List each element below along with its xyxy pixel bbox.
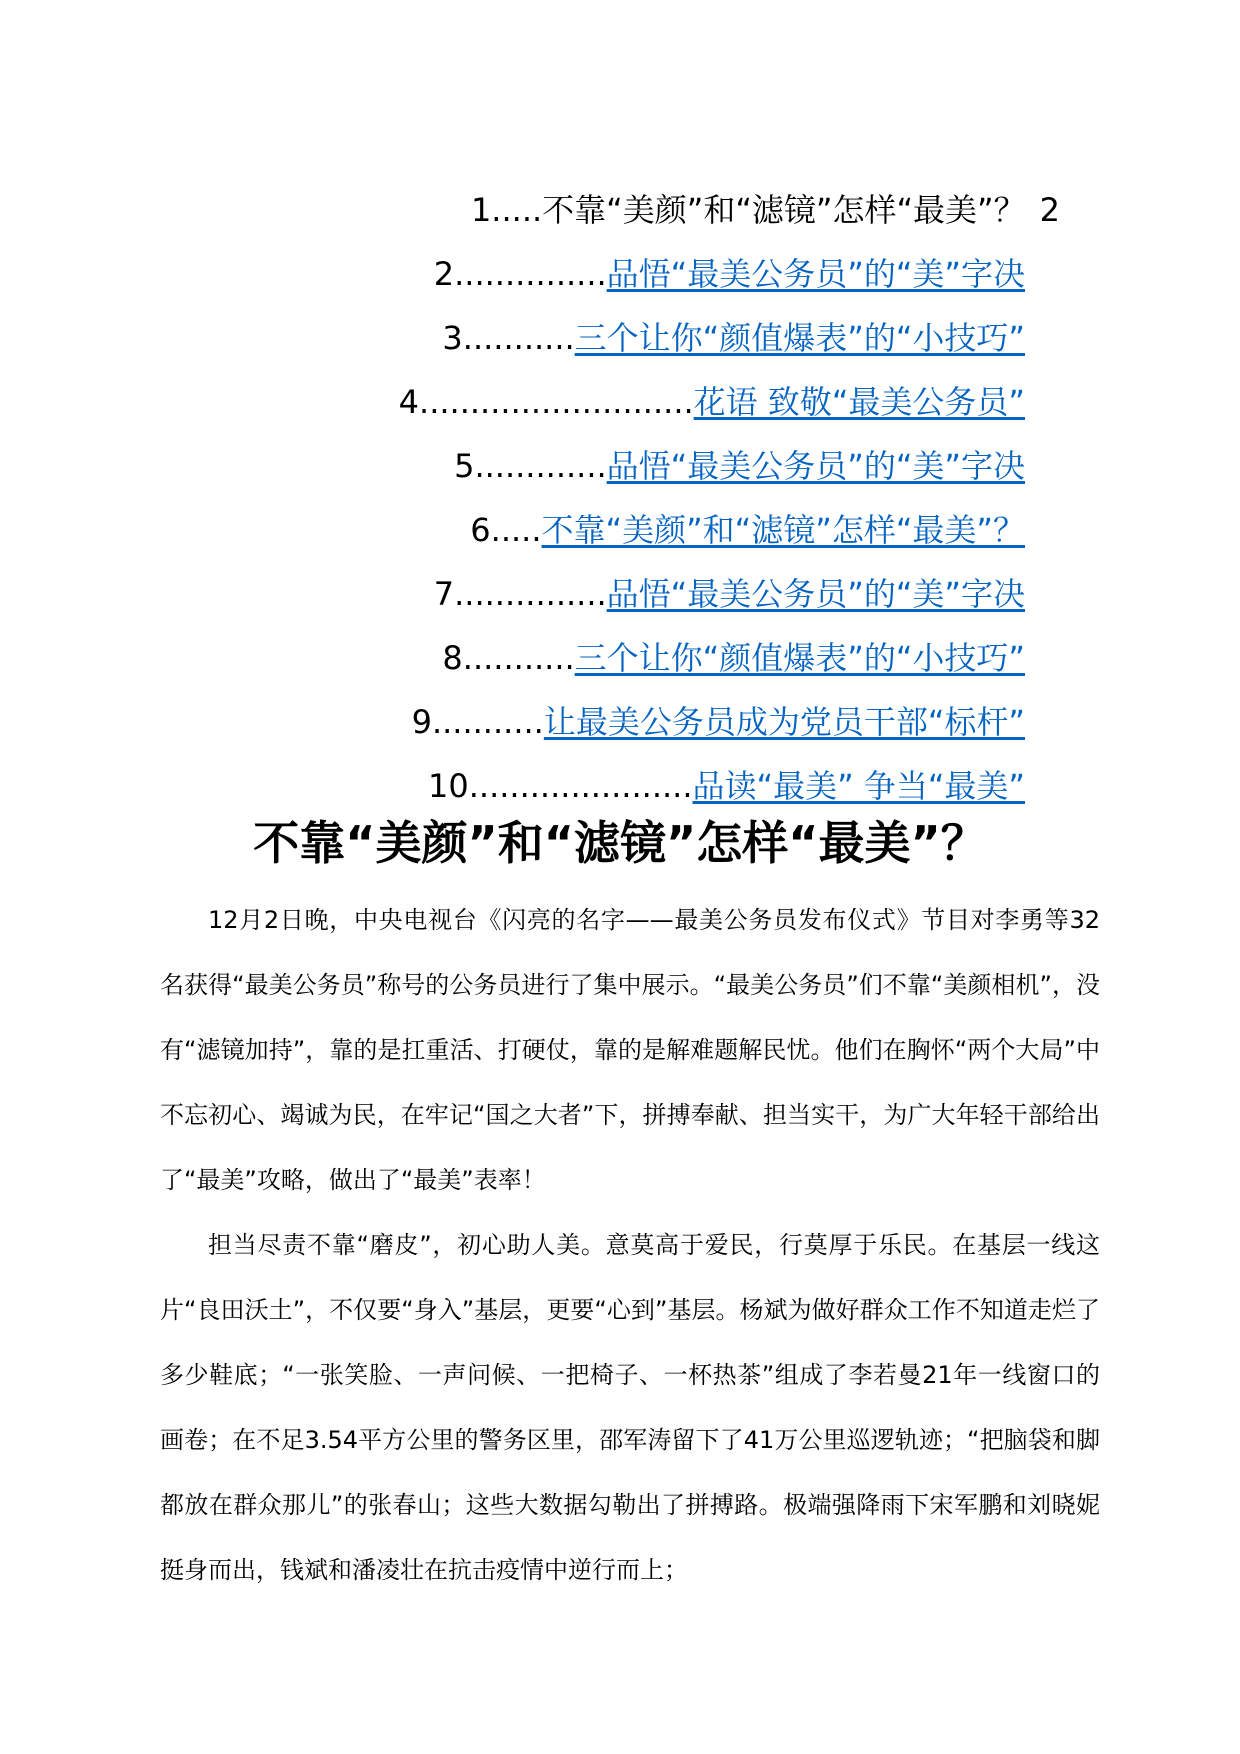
toc-item-leader: ........... [462, 639, 575, 677]
toc-item[interactable] [470, 486, 1025, 550]
toc-item-number: 2 [433, 255, 455, 293]
toc-item[interactable] [399, 358, 1025, 422]
toc-item[interactable] [434, 550, 1025, 614]
toc-item[interactable] [454, 422, 1025, 486]
toc-item [471, 166, 1060, 230]
toc-item[interactable] [442, 614, 1025, 678]
toc-item-leader: ........... [462, 319, 575, 357]
toc-item[interactable] [412, 678, 1025, 742]
toc-item-number: 9 [411, 703, 432, 741]
toc-item-link[interactable]: 让最美公务员成为党员干部“标杆” [543, 703, 1025, 741]
toc-item-number: 3 [442, 319, 463, 357]
article-paragraph: 担当尽责不靠“磨皮”，初心助人美。意莫高于爱民，行莫厚于乐民。在基层一线这片“良田沃土”，不仅要“身入”基层，更要“心到”基层。杨斌为做好群众工作不知道走烂了多少鞋底；“一张笑脸、一声问候、一把椅子、一杯热茶”组成了李若曼21年一线窗口的画卷；在不足3.54平方公里的警务区里，邵军涛留下了41万公里巡逻轨迹；“把脑袋和脚都放在群众那儿”的张春山；这些大数据勾勒出了拼搏路。极端强降雨下宋军鹏和刘晓妮挺身而出，钱斌和潘凌壮在抗击疫情中逆行而上； [160, 1231, 1100, 1584]
toc-item[interactable] [428, 742, 1025, 806]
toc-item-leader: ...................... [468, 767, 693, 805]
toc-item-number: 4 [398, 383, 420, 421]
toc-item-title: 不靠“美颜”和“滤镜”怎样“最美”？ [542, 191, 1026, 229]
toc-item[interactable] [442, 294, 1025, 358]
toc-item-link[interactable]: 花语 致敬“最美公务员” [693, 383, 1025, 421]
toc-item-link[interactable]: 三个让你“颜值爆表”的“小技巧” [574, 319, 1025, 357]
toc-item-page: 2 [1039, 191, 1060, 229]
toc-item-number: 10 [428, 767, 469, 805]
toc-item-leader: ..... [490, 511, 542, 549]
toc-item-link[interactable]: 品悟“最美公务员”的“美”字决 [606, 447, 1025, 485]
toc-item-link[interactable]: 三个让你“颜值爆表”的“小技巧” [574, 639, 1025, 677]
toc-item-leader: ............... [454, 575, 607, 613]
toc-item-leader: ..... [491, 191, 543, 229]
toc-item-number: 7 [433, 575, 455, 613]
toc-item-number: 5 [454, 447, 475, 485]
toc-item-link[interactable]: 品读“最美” 争当“最美” [692, 767, 1025, 805]
article-title: 不靠“美颜”和“滤镜”怎样“最美”？ [253, 816, 987, 870]
toc-item-leader: ........... [431, 703, 544, 741]
toc-item-number: 6 [470, 511, 491, 549]
article-paragraph: 12月2日晚，中央电视台《闪亮的名字——最美公务员发布仪式》节目对李勇等32名获得“最美公务员”称号的公务员进行了集中展示。“最美公务员”们不靠“美颜相机”，没有“滤镜加持”，靠的是扛重活、打硬仗，靠的是解难题解民忧。他们在胸怀“两个大局”中不忘初心、竭诚为民，在牢记“国之大者”下，拼搏奉献、担当实干，为广大年轻干部给出了“最美”攻略，做出了“最美”表率！ [160, 906, 1100, 1194]
toc-item-leader: ........................... [419, 383, 694, 421]
article-body [160, 888, 1100, 1603]
toc-item[interactable] [434, 230, 1025, 294]
toc-item-link[interactable]: 不靠“美颜”和“滤镜”怎样“最美”？ [541, 511, 1025, 549]
toc-item-leader: ............... [454, 255, 607, 293]
toc-item-link[interactable]: 品悟“最美公务员”的“美”字决 [606, 575, 1025, 613]
toc-item-leader: ............. [474, 447, 607, 485]
toc-item-link[interactable]: 品悟“最美公务员”的“美”字决 [606, 255, 1025, 293]
toc-item-number: 8 [442, 639, 463, 677]
toc-item-number: 1 [470, 191, 492, 229]
